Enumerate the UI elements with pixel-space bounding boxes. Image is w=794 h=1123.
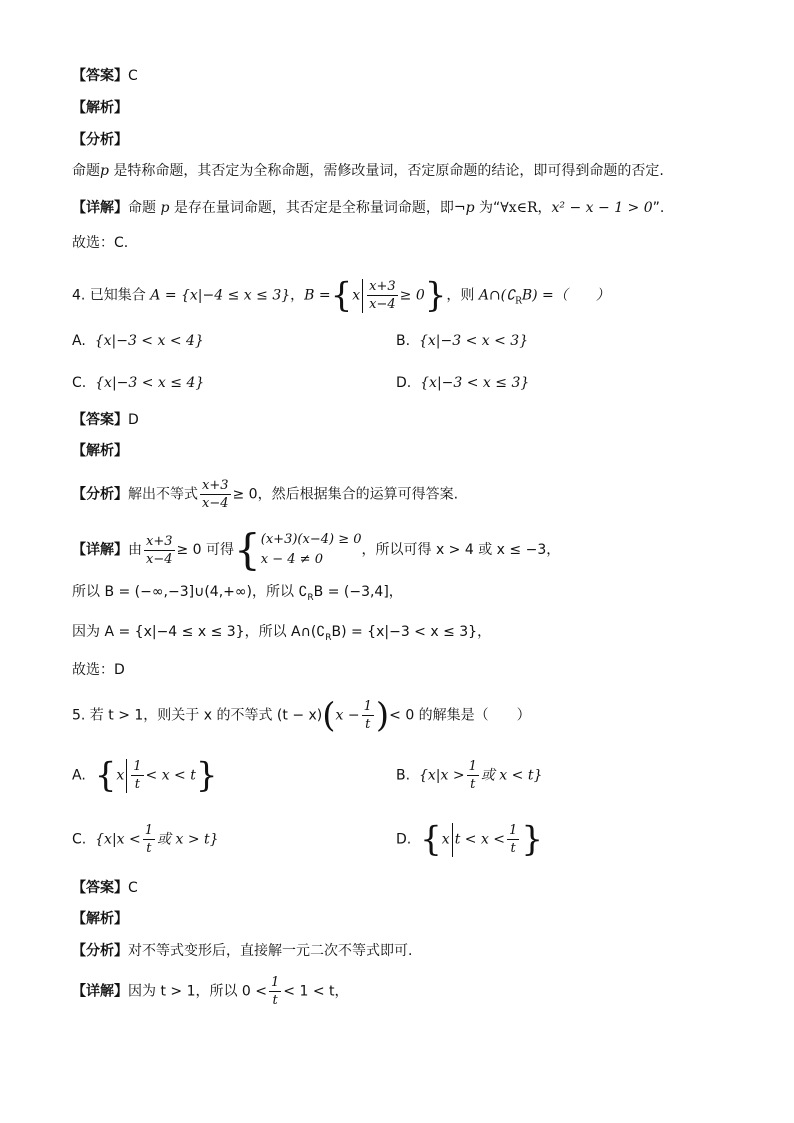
option-text: {x|−3 < x ≤ 4} bbox=[95, 375, 205, 391]
denominator: t bbox=[272, 993, 278, 1008]
text: 命题 bbox=[128, 200, 161, 216]
set-b-label: B = bbox=[304, 287, 331, 304]
text: < 0 的解集是（ ） bbox=[389, 707, 531, 724]
expr: 或 x > t} bbox=[157, 831, 219, 848]
subscript: R bbox=[307, 592, 314, 603]
q3-answer-line bbox=[72, 66, 138, 86]
left-brace: { bbox=[420, 819, 442, 860]
text: 命题 bbox=[72, 163, 100, 179]
math-expr: ∀x∈R， bbox=[500, 200, 552, 216]
expr: {x|x > bbox=[418, 767, 465, 784]
denominator: t bbox=[365, 717, 371, 732]
fenxi-label: 【分析】 bbox=[72, 943, 128, 959]
system-brace: { bbox=[234, 525, 261, 574]
q4-fenxi-line bbox=[72, 477, 458, 512]
math-var: p bbox=[100, 163, 109, 179]
right-brace: } bbox=[195, 755, 218, 796]
denominator: x−4 bbox=[369, 297, 396, 312]
question-text: 5. 若 t > 1，则关于 x 的不等式 (t − x) bbox=[72, 707, 323, 724]
numerator: 1 bbox=[363, 699, 372, 714]
numerator: 1 bbox=[468, 759, 477, 774]
q4-stem bbox=[72, 275, 610, 316]
analysis-label: 【解析】 bbox=[72, 100, 128, 116]
q4-option-d bbox=[396, 373, 529, 393]
set-a: A = {x|−4 ≤ x ≤ 3} bbox=[150, 287, 291, 304]
text: ”. bbox=[652, 200, 665, 216]
q4-analysis-line bbox=[72, 441, 128, 461]
left-brace: { bbox=[330, 275, 353, 316]
option-letter: C. bbox=[72, 831, 87, 848]
fraction bbox=[362, 698, 374, 733]
text: ，则 bbox=[446, 287, 479, 304]
numerator: x+3 bbox=[146, 533, 173, 549]
q5-option-d bbox=[396, 819, 543, 860]
text: B) = {x|−3 < x ≤ 3}， bbox=[331, 624, 492, 640]
option-text: {x|−3 < x ≤ 3} bbox=[420, 375, 530, 391]
text: 是特称命题，其否定为全称命题，需修改量词，否定原命题的结论，即可得到命题的否定. bbox=[108, 163, 664, 179]
text: B = (−3,4]， bbox=[313, 584, 403, 600]
option-letter: B. bbox=[396, 333, 411, 349]
expr: A∩(∁ bbox=[478, 287, 516, 304]
right-brace: } bbox=[521, 819, 543, 860]
fraction bbox=[200, 477, 231, 512]
q4-detail-line2 bbox=[72, 582, 403, 608]
numerator: x+3 bbox=[369, 279, 396, 294]
q3-detail-line bbox=[72, 198, 664, 218]
detail-label: 【详解】 bbox=[72, 200, 128, 216]
ineq: ≥ 0 bbox=[399, 287, 425, 304]
fenxi-label: 【分析】 bbox=[72, 132, 128, 148]
fraction bbox=[507, 822, 519, 857]
var: x bbox=[441, 831, 450, 848]
expr: {x|x < bbox=[95, 831, 141, 848]
math-var: p bbox=[160, 200, 170, 216]
option-text: {x|−3 < x < 3} bbox=[418, 333, 529, 349]
denominator: x−4 bbox=[146, 551, 173, 567]
numerator: x+3 bbox=[202, 478, 229, 493]
fraction bbox=[131, 758, 143, 793]
text: 因为 A = {x|−4 ≤ x ≤ 3}，所以 A∩(∁ bbox=[72, 624, 326, 640]
q4-detail-line3 bbox=[72, 622, 491, 648]
denominator: t bbox=[134, 777, 140, 792]
text: 对不等式变形后，直接解一元二次不等式即可. bbox=[128, 943, 413, 959]
q4-option-b bbox=[396, 331, 528, 351]
text: 因为 t > 1，所以 0 < bbox=[128, 983, 268, 1000]
text: 是存在量词命题，其否定是全称量词命题，即 bbox=[169, 200, 454, 216]
text: ≥ 0，然后根据集合的运算可得答案. bbox=[232, 486, 459, 503]
option-letter: A. bbox=[72, 333, 86, 349]
set-bar bbox=[126, 759, 127, 793]
right-paren: ) bbox=[375, 695, 390, 736]
question-number: 4. 已知集合 bbox=[72, 287, 151, 304]
q4-choose-line bbox=[72, 660, 125, 680]
set-bar bbox=[362, 279, 363, 313]
ineq: t < x < bbox=[454, 831, 506, 848]
option-letter: D. bbox=[396, 375, 412, 391]
fraction bbox=[269, 974, 281, 1009]
denominator: t bbox=[510, 841, 516, 856]
numerator: 1 bbox=[133, 759, 142, 774]
q5-stem bbox=[72, 695, 531, 736]
option-letter: B. bbox=[396, 767, 411, 784]
denominator: t bbox=[146, 841, 152, 856]
system-line-2: x − 4 ≠ 0 bbox=[260, 552, 323, 567]
denominator: t bbox=[470, 777, 476, 792]
q5-option-b bbox=[396, 758, 542, 793]
detail-label: 【详解】 bbox=[72, 983, 128, 1000]
q5-answer-line bbox=[72, 878, 138, 898]
q5-analysis-line bbox=[72, 909, 128, 929]
answer-label: 【答案】 bbox=[72, 412, 128, 428]
answer-value: C bbox=[128, 68, 138, 84]
numerator: 1 bbox=[271, 975, 280, 990]
denominator: x−4 bbox=[202, 496, 229, 511]
math-expr: x² − x − 1 > 0 bbox=[551, 200, 653, 216]
var: x bbox=[116, 767, 125, 784]
text: ，所以可得 x > 4 或 x ≤ −3， bbox=[361, 542, 561, 558]
q5-detail-line bbox=[72, 974, 349, 1009]
q5-option-c bbox=[72, 822, 219, 857]
option-text: {x|−3 < x < 4} bbox=[94, 333, 204, 349]
ineq: < x < t bbox=[145, 767, 196, 784]
text: 解出不等式 bbox=[128, 486, 198, 503]
answer-label: 【答案】 bbox=[72, 68, 128, 84]
fraction bbox=[467, 758, 479, 793]
q4-answer-line bbox=[72, 410, 139, 430]
left-paren: ( bbox=[322, 695, 336, 736]
text: 为“ bbox=[474, 200, 501, 216]
text: ≥ 0 可得 bbox=[176, 542, 235, 558]
text: < 1 < t， bbox=[283, 983, 349, 1000]
choose-text: 故选：C. bbox=[72, 235, 129, 251]
text: 由 bbox=[128, 542, 142, 558]
option-letter: D. bbox=[396, 831, 412, 848]
q3-analysis-line bbox=[72, 98, 128, 118]
left-brace: { bbox=[94, 755, 117, 796]
numerator: 1 bbox=[509, 823, 518, 838]
analysis-label: 【解析】 bbox=[72, 911, 128, 927]
q3-choose-line bbox=[72, 233, 128, 253]
fraction bbox=[367, 278, 398, 313]
q3-fenxi-heading bbox=[72, 130, 128, 150]
q3-fenxi-text bbox=[72, 161, 664, 181]
math-neg: ¬p bbox=[453, 200, 475, 216]
fenxi-label: 【分析】 bbox=[72, 486, 128, 503]
var-x: x bbox=[352, 287, 361, 304]
answer-value: D bbox=[128, 412, 139, 428]
subscript: R bbox=[325, 632, 332, 643]
system-line-1: (x+3)(x−4) ≥ 0 bbox=[260, 532, 362, 547]
fraction bbox=[144, 533, 175, 568]
equation-system bbox=[261, 530, 362, 570]
q5-option-a bbox=[72, 755, 218, 796]
q4-option-c bbox=[72, 373, 204, 393]
fraction bbox=[143, 822, 155, 857]
option-letter: C. bbox=[72, 375, 87, 391]
q4-detail-line bbox=[72, 525, 561, 574]
text: ， bbox=[290, 287, 305, 304]
analysis-label: 【解析】 bbox=[72, 443, 128, 459]
text: 所以 B = (−∞,−3]∪(4,+∞)，所以 ∁ bbox=[72, 584, 308, 600]
expr: B) =（ ） bbox=[521, 287, 610, 304]
choose-text: 故选：D bbox=[72, 662, 125, 678]
subscript: R bbox=[515, 296, 522, 307]
q5-fenxi-line bbox=[72, 941, 412, 961]
set-bar bbox=[452, 823, 453, 857]
option-letter: A. bbox=[72, 767, 86, 784]
answer-label: 【答案】 bbox=[72, 880, 128, 896]
right-brace: } bbox=[424, 275, 447, 316]
expr: 或 x < t} bbox=[480, 767, 543, 784]
detail-label: 【详解】 bbox=[72, 542, 128, 558]
q4-option-a bbox=[72, 331, 204, 351]
numerator: 1 bbox=[144, 823, 154, 838]
answer-value: C bbox=[128, 880, 138, 896]
expr: x − bbox=[335, 707, 360, 724]
